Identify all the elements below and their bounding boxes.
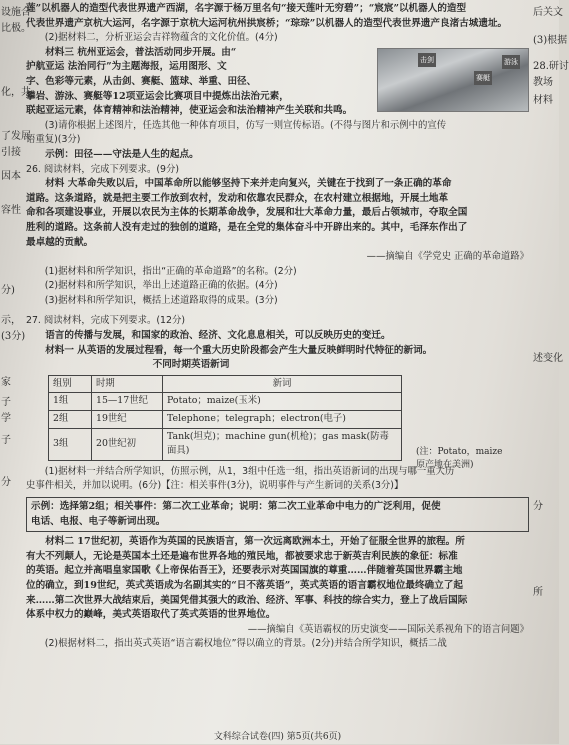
margin-text: 设施合: [1, 7, 31, 18]
table-cell: 2组: [49, 411, 92, 429]
material-text: 胜利的道路。这条前人没有走过的独创的道路，是在全党的集体奋斗中开辟出来的。其中，毛泽东作出了: [26, 221, 468, 233]
margin-text: 示，: [1, 315, 21, 326]
example-box: [26, 497, 529, 532]
question-27-1-cont: 史事件相关，并加以说明。(6分)【注：相关事件(3分)，说明事件与产生新词的关系(3分)】: [26, 480, 404, 492]
margin-text: 了发展: [1, 131, 31, 142]
material-text: 攀岩、游泳、赛艇等12项亚运会比赛项目中提炼出法治元素，: [26, 90, 289, 102]
table-row: [49, 411, 402, 429]
poster-label: 赛艇: [474, 71, 492, 86]
material-text: 命和各项建设事业，开展以农民为主体的长期革命战争，发展和壮大革命力量，最后占领城市，夺取全国: [26, 207, 468, 219]
material-text: 最卓越的贡献。: [26, 236, 94, 248]
page-footer: 文科综合试卷(四) 第5页(共6页): [213, 732, 342, 742]
question-3-cont: 语重复)(3分): [26, 134, 81, 146]
table-cell: 20世纪初: [92, 428, 163, 460]
margin-text: 分: [1, 477, 11, 488]
margin-text: 分): [1, 285, 15, 296]
table-cell: Tank(坦克)；machine gun(机枪)；gas mask(防毒面具): [163, 428, 402, 460]
margin-text: 子: [1, 435, 11, 446]
margin-text: 化，共: [1, 87, 31, 98]
question-2: (2)据材料二，分析亚运会吉祥物蕴含的文化价值。(4分): [44, 32, 278, 44]
source-citation: ——摘编自《学党史 正确的革命道路》: [366, 251, 529, 263]
poster-image: [377, 48, 529, 112]
question-item: (1)据材料和所学知识，指出“正确的革命道路”的名称。(2分): [44, 265, 297, 277]
question-27-title: 27. 阅读材料，完成下列要求。(12分): [26, 315, 186, 327]
margin-text: (3分): [1, 331, 26, 342]
table-header-row: [49, 375, 402, 393]
margin-text: 引接: [1, 147, 21, 158]
margin-text: 分: [533, 501, 543, 512]
poster-label: 击剑: [418, 53, 436, 68]
material-text: 莲”以机器人的造型代表世界遗产西湖，名字源于杨万里名句“接天莲叶无穷碧”；“宸宸”以机器人的造型: [26, 3, 467, 14]
table-cell: 1组: [49, 393, 92, 411]
margin-text: (3)根据: [533, 35, 568, 46]
table-title: 不同时期英语新词: [152, 359, 230, 371]
table-cell: 19世纪: [92, 411, 163, 429]
material-text: 语言的传播与发展，和国家的政治、经济、文化息息相关，可以反映历史的变迁。: [45, 330, 391, 342]
right-margin-fragments: [531, 0, 569, 744]
margin-text: 28.研讨: [533, 61, 569, 72]
question-item: (2)据材料和所学知识，举出上述道路正确的依据。(4分): [44, 280, 278, 292]
margin-text: 述变化: [533, 353, 563, 364]
material-text: 护航亚运 法治同行”为主题海报，运用图形、文: [26, 61, 227, 73]
material-text: 来……第二次世界大战结束后，美国凭借其强大的政治、经济、军事、科技的综合实力，登上了战后国际: [26, 594, 468, 606]
material-text: 位的确立，到19世纪，英式英语成为名副其实的“日不落英语”，英式英语的语言霸权地位最终确立了起: [26, 579, 463, 591]
example-text: 示例：选择第2组；相关事件：第二次工业革命；说明：第二次工业革命中电力的广泛利用，促使: [31, 501, 441, 512]
material-text: 材料一 从英语的发展过程看，每一个重大历史阶段都会产生大量反映鲜明时代特征的新词。: [45, 344, 433, 356]
table-note: [416, 446, 503, 472]
margin-text: 因本: [1, 171, 21, 182]
material-text: 有大不列颠人，无论是英国本土还是遍布世界各地的殖民地，都被要求忠于新英吉利民族的象征：标准: [26, 550, 458, 562]
vocab-table: [48, 375, 402, 461]
margin-text: 后关文: [533, 7, 563, 18]
question-27-2: (2)根据材料二，指出英式英语“语言霸权地位”得以确立的背景。(2分)并结合所学知识，概括二战: [44, 638, 447, 650]
margin-text: 容性: [1, 205, 21, 216]
table-row: [49, 393, 402, 411]
material-text: 字、色彩等元素，从击剑、赛艇、篮球、举重、田径、: [26, 75, 257, 87]
table-header-cell: 时期: [92, 375, 163, 393]
table-row: [49, 428, 402, 460]
margin-text: 子: [1, 397, 11, 408]
table-note-line: 原产地在美洲): [416, 460, 474, 470]
margin-text: 比极。: [1, 23, 31, 34]
material-text: 体系中权力的巅峰，美式英语取代了英式英语的世界地位。: [26, 609, 276, 621]
margin-text: 教场: [533, 77, 553, 88]
table-cell: 3组: [49, 428, 92, 460]
table-header-cell: 新词: [163, 375, 402, 393]
question-item: (3)据材料和所学知识，概括上述道路取得的成果。(3分): [44, 294, 278, 306]
material-text: 材料 大革命失败以后，中国革命所以能够坚持下来并走向复兴，关键在于找到了一条正确的革命: [45, 178, 452, 190]
question-content: [26, 2, 529, 742]
example-text: 示例：田径——守法是人生的起点。: [45, 148, 199, 160]
material-text: 材料二 17世纪初，英语作为英国的民族语言，第一次远离欧洲本土，开始了征服全世界的旅程。所: [45, 536, 465, 548]
material-text: 联起亚运元素，体育精神和法治精神，使亚运会和法治精神产生关联和共鸣。: [26, 105, 353, 117]
question-3: (3)请你根据上述图片，任选其他一种体育项目，仿写一则宣传标语。(不得与图片和示例中的宣传: [44, 119, 447, 131]
material-text: 的英语。起立并高唱皇家国歌《上帝保佑吾王》，还要表示对英国国旗的尊重……伴随着英国世界霸主地: [26, 565, 463, 577]
material-label: 材料三: [45, 46, 74, 58]
material-text: 道路。这条道路，就是把主要工作放到农村，发动和依靠农民群众，在农村建立根据地，开展土地革: [26, 192, 449, 204]
material-text: 代表世界遗产京杭大运河，名字源于京杭大运河杭州拱宸桥；“琮琮”以机器人的造型代表世界遗产良渚古城遗址。: [26, 17, 508, 29]
table-cell: 15—17世纪: [92, 393, 163, 411]
table-cell: Telephone；telegraph；electron(电子): [163, 411, 402, 429]
poster-label: 游泳: [502, 55, 520, 70]
question-26-title: 26. 阅读材料，完成下列要求。(9分): [26, 163, 180, 175]
material-line: 杭州亚运会，普法活动同步开展。由“: [77, 46, 237, 58]
margin-text: 学: [1, 413, 11, 424]
margin-text: 材料: [533, 95, 553, 106]
question-27-1: (1)据材料一并结合所学知识，仿照示例，从1，3组中任选一组，指出英语新词的出现与哪一重大历: [44, 465, 455, 477]
example-text: 电话、电报、电子等新词出现。: [31, 515, 166, 527]
table-header-cell: 组别: [49, 375, 92, 393]
margin-text: 所: [533, 587, 543, 598]
source-citation: ——摘编自《英语霸权的历史演变——国际关系视角下的语言问题》: [247, 623, 529, 635]
table-note-line: (注：Potato，maize: [416, 447, 503, 457]
left-margin-fragments: [0, 0, 31, 744]
table-cell: Potato；maize(玉米): [163, 393, 402, 411]
margin-text: 家: [1, 377, 11, 388]
